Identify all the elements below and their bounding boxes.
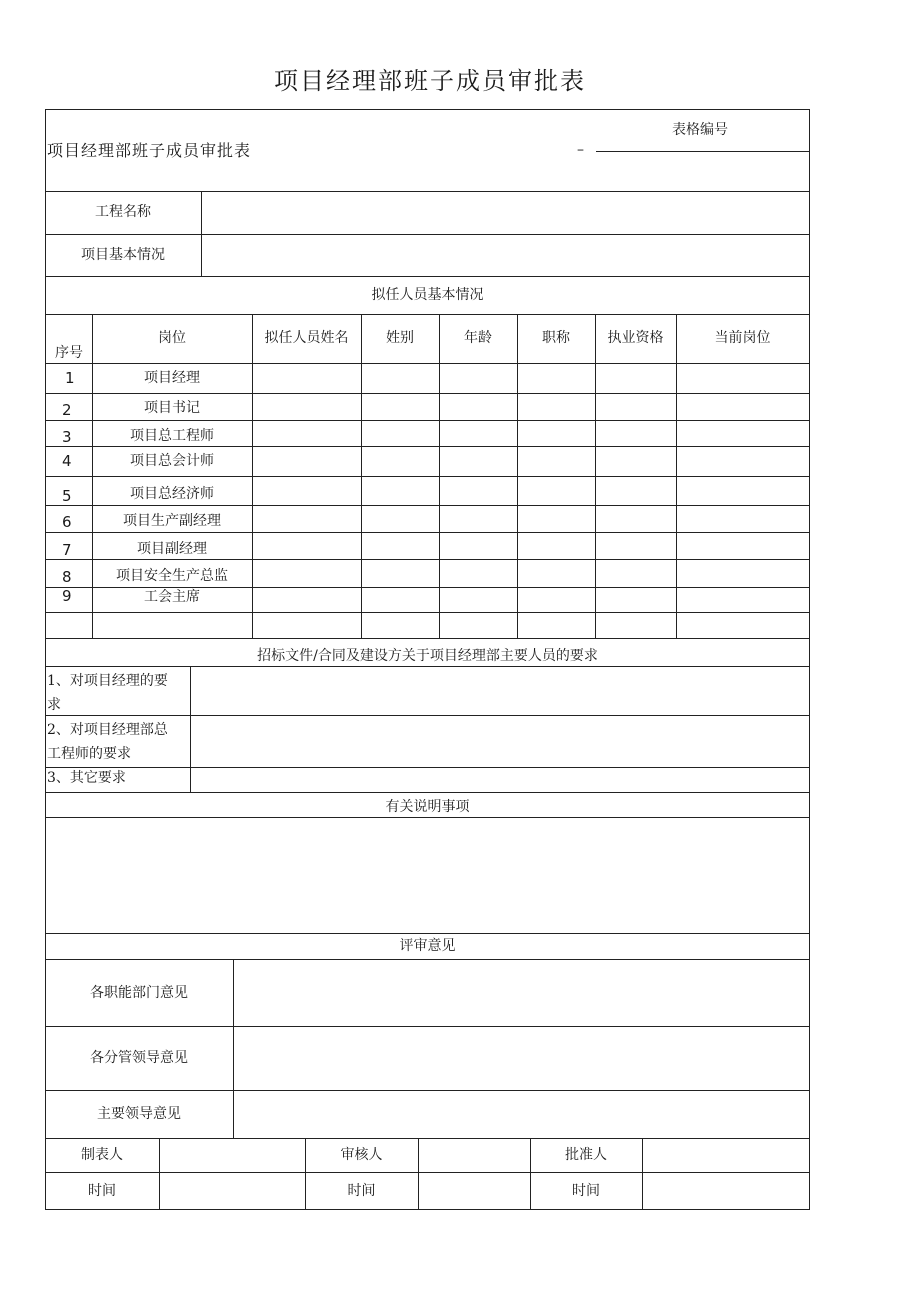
requirement-chief-engineer-field[interactable] xyxy=(191,716,808,766)
approved-time-field[interactable] xyxy=(643,1173,808,1208)
prepared-time-field[interactable] xyxy=(160,1173,304,1208)
row-number: 6 xyxy=(62,513,72,531)
column-header-title: 职称 xyxy=(542,330,570,346)
requirement-chief-engineer-label-line1: 2、对项目经理部总 xyxy=(47,722,168,738)
page-title: 项目经理部班子成员审批表 xyxy=(274,67,586,95)
frame-top xyxy=(45,109,810,110)
row-number: 4 xyxy=(62,452,72,470)
form-number-label: 表格编号 xyxy=(672,122,728,138)
column-header-candidate-name: 拟任人员姓名 xyxy=(264,330,349,346)
row-post: 工会主席 xyxy=(144,589,200,605)
notes-field[interactable] xyxy=(46,818,808,932)
personnel-section-title: 拟任人员基本情况 xyxy=(371,287,484,303)
prepared-by-field[interactable] xyxy=(160,1139,304,1171)
requirement-pm-label-line2: 求 xyxy=(47,697,61,713)
column-header-post: 岗位 xyxy=(158,330,186,346)
review-branch-leader-field[interactable] xyxy=(234,1027,808,1089)
review-main-leader-label: 主要领导意见 xyxy=(97,1106,181,1122)
review-dept-field[interactable] xyxy=(234,960,808,1025)
reviewed-time-field[interactable] xyxy=(419,1173,529,1208)
reviewed-by-field[interactable] xyxy=(419,1139,529,1171)
approved-by-field[interactable] xyxy=(643,1139,808,1171)
requirement-pm-label-line1: 1、对项目经理的要 xyxy=(47,673,168,689)
form-number-underline xyxy=(596,151,809,152)
row-number: 8 xyxy=(62,568,72,586)
requirements-section-title: 招标文件/合同及建设方关于项目经理部主要人员的要求 xyxy=(257,648,598,664)
row-number: 1 xyxy=(65,369,75,387)
row-post: 项目总工程师 xyxy=(130,428,214,444)
row-number: 3 xyxy=(62,428,72,446)
review-dept-label: 各职能部门意见 xyxy=(90,985,188,1001)
review-section-title: 评审意见 xyxy=(399,938,456,954)
project-info-input-area[interactable] xyxy=(202,235,808,275)
approved-by-label: 批准人 xyxy=(565,1147,607,1163)
column-header-gender: 姓别 xyxy=(386,330,414,346)
row-post: 项目总会计师 xyxy=(130,453,214,469)
requirement-other-label: 3、其它要求 xyxy=(47,770,126,786)
prepared-time-label: 时间 xyxy=(88,1183,116,1199)
reviewed-time-label: 时间 xyxy=(347,1183,376,1199)
row-post: 项目生产副经理 xyxy=(123,513,221,529)
row-number: 9 xyxy=(62,587,72,605)
requirement-chief-engineer-label-line2: 工程师的要求 xyxy=(47,746,131,762)
requirement-pm-field[interactable] xyxy=(191,667,808,714)
row-number: 5 xyxy=(62,487,72,505)
column-header-age: 年龄 xyxy=(464,330,492,346)
column-header-no: 序号 xyxy=(55,345,83,361)
notes-section-title: 有关说明事项 xyxy=(385,799,470,815)
project-name-label: 工程名称 xyxy=(95,204,151,220)
row-number: 2 xyxy=(62,401,72,419)
review-branch-leader-label: 各分管领导意见 xyxy=(90,1050,188,1066)
row-number: 7 xyxy=(62,541,72,559)
form-number-field[interactable] xyxy=(600,124,660,148)
row-post: 项目安全生产总监 xyxy=(116,568,228,584)
project-name-input-area[interactable] xyxy=(202,192,808,233)
row-post: 项目书记 xyxy=(144,400,200,416)
column-header-current-post: 当前岗位 xyxy=(714,330,771,346)
project-info-label: 项目基本情况 xyxy=(81,247,165,263)
prepared-by-label: 制表人 xyxy=(81,1147,123,1163)
approved-time-label: 时间 xyxy=(572,1183,600,1199)
row-post: 项目副经理 xyxy=(137,541,207,557)
reviewed-by-label: 审核人 xyxy=(340,1147,383,1163)
row-post: 项目经理 xyxy=(144,370,200,386)
form-name: 项目经理部班子成员审批表 xyxy=(47,141,252,160)
frame-bottom xyxy=(45,1209,810,1210)
form-number-dash: – xyxy=(577,142,584,158)
review-main-leader-field[interactable] xyxy=(234,1091,808,1137)
column-header-qualification: 执业资格 xyxy=(607,330,664,346)
requirement-other-field[interactable] xyxy=(191,768,808,791)
row-post: 项目总经济师 xyxy=(130,486,214,502)
